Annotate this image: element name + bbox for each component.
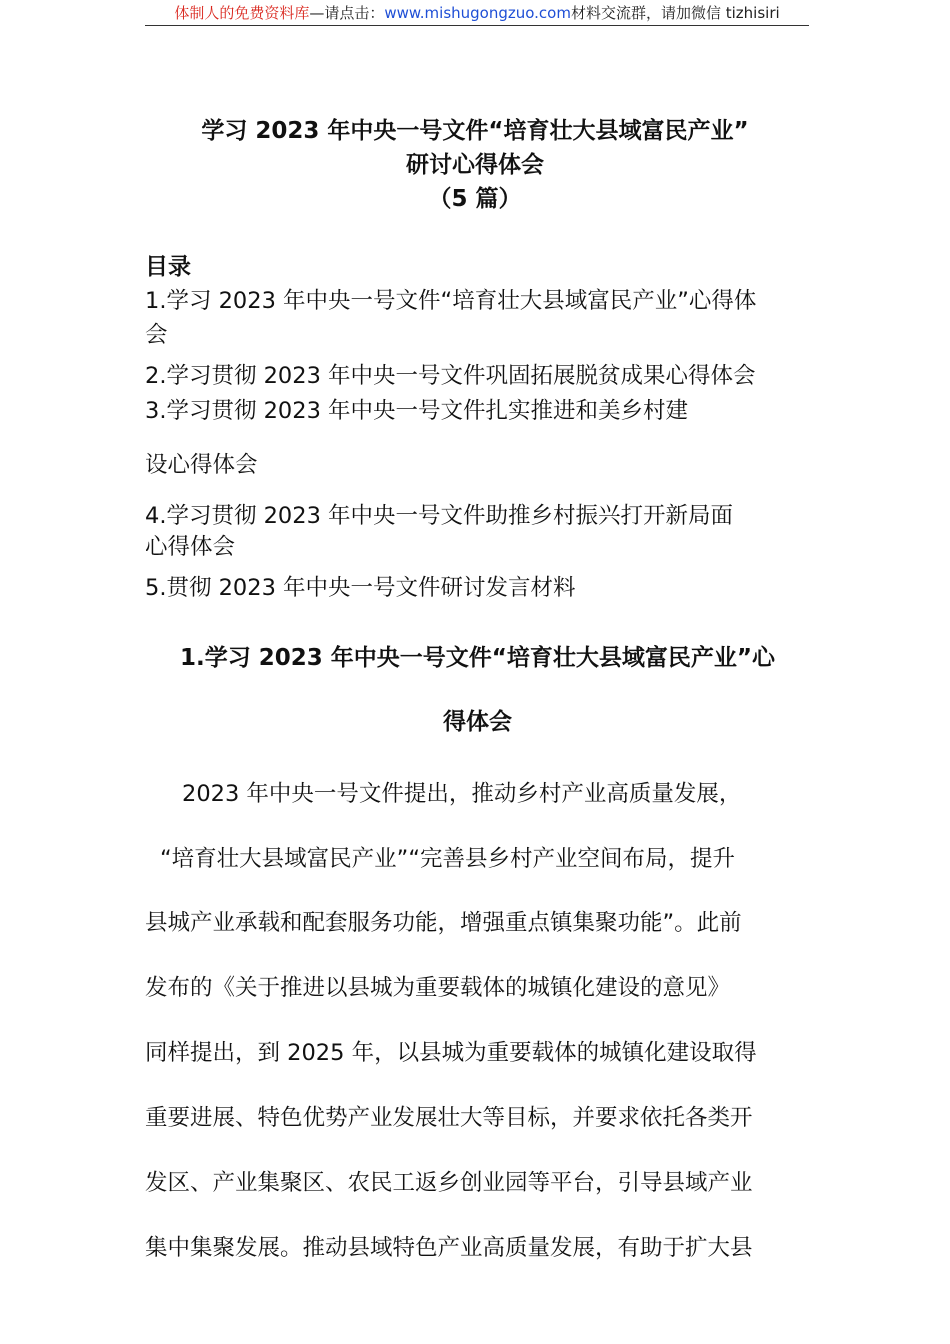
paragraph-line-8: 集中集聚发展。推动县域特色产业高质量发展，有助于扩大县 (145, 1235, 753, 1261)
title-line-3: （5 篇） (428, 186, 522, 212)
paragraph-line-3: 县城产业承载和配套服务功能，增强重点镇集聚功能”。此前 (145, 910, 742, 936)
paragraph-line-6: 重要进展、特色优势产业发展壮大等目标，并要求依托各类开 (145, 1105, 753, 1131)
section-heading-line-1: 1.学习 2023 年中央一号文件“培育壮大县域富民产业”心 (179, 645, 775, 671)
page-header (145, 2, 809, 26)
paragraph-line-4: 发布的《关于推进以县城为重要载体的城镇化建设的意见》 (145, 975, 731, 1001)
toc-item-3-cont[interactable]: 设心得体会 (145, 452, 258, 478)
toc-item-4-cont[interactable]: 心得体会 (145, 534, 236, 560)
toc-item-1-cont[interactable]: 会 (145, 322, 168, 348)
paragraph-line-5: 同样提出，到 2025 年，以县城为重要载体的城镇化建设取得 (145, 1040, 757, 1066)
section-heading-line-2: 得体会 (443, 709, 512, 735)
toc-heading: 目录 (145, 254, 191, 280)
toc-item-3[interactable]: 3.学习贯彻 2023 年中央一号文件扎实推进和美乡村建 (145, 398, 689, 424)
toc-item-4[interactable]: 4.学习贯彻 2023 年中央一号文件助推乡村振兴打开新局面 (145, 503, 734, 529)
paragraph-line-7: 发区、产业集聚区、农民工返乡创业园等平台，引导县域产业 (145, 1170, 753, 1196)
header-note: 材料交流群，请加微信 tizhisiri (570, 4, 780, 22)
toc-item-2[interactable]: 2.学习贯彻 2023 年中央一号文件巩固拓展脱贫成果心得体会 (145, 363, 756, 389)
header-brand: 体制人的免费资料库 (174, 4, 310, 22)
header-url-link[interactable]: www.mishugongzuo.com (384, 4, 571, 22)
document-title (145, 114, 805, 216)
paragraph-line-1: 2023 年中央一号文件提出，推动乡村产业高质量发展， (182, 781, 742, 807)
toc-item-5[interactable]: 5.贯彻 2023 年中央一号文件研讨发言材料 (145, 575, 576, 601)
toc-item-1[interactable]: 1.学习 2023 年中央一号文件“培育壮大县域富民产业”心得体 (145, 288, 757, 314)
header-prompt: —请点击： (309, 4, 385, 22)
paragraph-line-2: “培育壮大县域富民产业”“完善县乡村产业空间布局，提升 (160, 846, 735, 872)
title-line-1: 学习 2023 年中央一号文件“培育壮大县域富民产业” (201, 118, 749, 144)
title-line-2: 研讨心得体会 (406, 152, 544, 178)
